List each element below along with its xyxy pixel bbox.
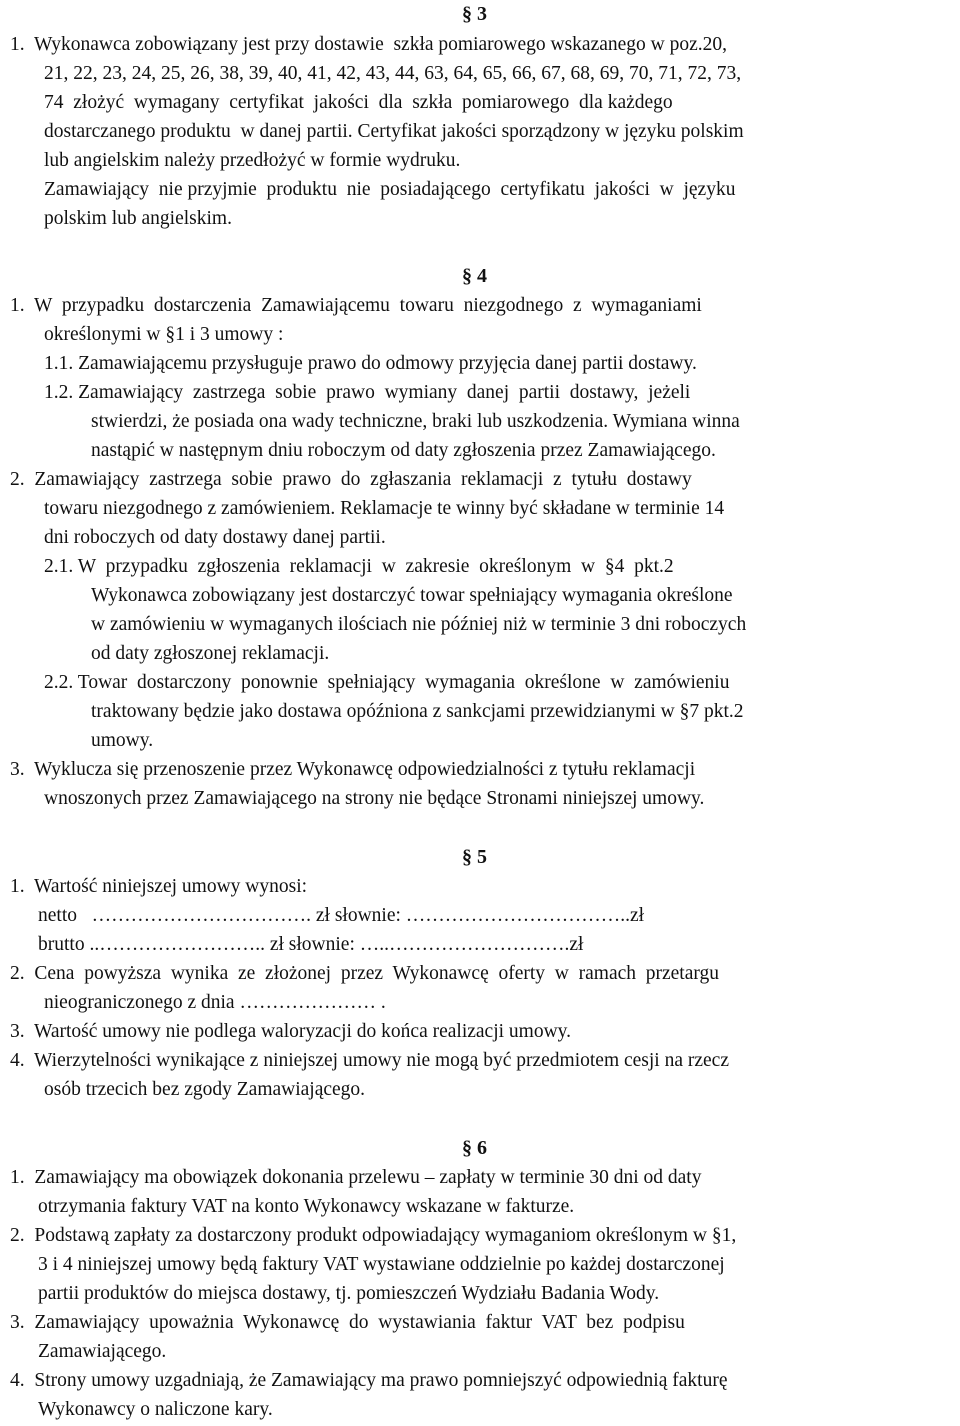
s5-line-1: 1. Wartość niniejszej umowy wynosi: [10,876,308,897]
s4-line-14: 2.2. Towar dostarczony ponownie spełniający wymagania określone w zamówieniu [44,672,730,693]
section-4-heading: § 4 [462,265,487,287]
s4-line-7: 2. Zamawiający zastrzega sobie prawo do zgłaszania reklamacji z tytułu dostawy [10,469,692,490]
s4-line-16: umowy. [91,730,154,751]
s6-line-3: 2. Podstawą zapłaty za dostarczony produkt odpowiadający wymaganiom określonym w §1, [10,1225,737,1246]
s4-line-9: dni roboczych od daty dostawy danej partii. [44,527,386,548]
s5-line-7: 4. Wierzytelności wynikające z niniejszej umowy nie mogą być przedmiotem cesji na rzecz [10,1050,729,1071]
s5-line-8: osób trzecich bez zgody Zamawiającego. [44,1079,366,1100]
s5-line-6: 3. Wartość umowy nie podlega waloryzacji do końca realizacji umowy. [10,1021,572,1042]
s6-line-7: Zamawiającego. [38,1341,167,1362]
s6-line-4: 3 i 4 niniejszej umowy będą faktury VAT wystawiane oddzielnie po każdej dostarczonej [38,1254,725,1275]
s3-line-6: Zamawiający nie przyjmie produktu nie posiadającego certyfikatu jakości w języku [44,179,736,200]
s4-line-1: 1. W przypadku dostarczenia Zamawiającemu towaru niezgodnego z wymaganiami [10,295,702,316]
s6-line-9: Wykonawcy o naliczone kary. [38,1399,273,1420]
s5-line-5: nieograniczonego z dnia ………………… . [44,992,386,1013]
s4-line-5: stwierdzi, że posiada ona wady techniczne, braki lub uszkodzenia. Wymiana winna [91,411,740,432]
s4-line-15: traktowany będzie jako dostawa opóźniona z sankcjami przewidzianymi w §7 pkt.2 [91,701,744,722]
s6-line-2: otrzymania faktury VAT na konto Wykonawcy wskazane w fakturze. [38,1196,575,1217]
s6-line-5: partii produktów do miejsca dostawy, tj. pomieszczeń Wydziału Badania Wody. [38,1283,660,1304]
s4-line-13: od daty zgłoszonej reklamacji. [91,643,330,664]
s6-line-6: 3. Zamawiający upoważnia Wykonawcę do wystawiania faktur VAT bez podpisu [10,1312,685,1333]
s3-line-5: lub angielskim należy przedłożyć w formie wydruku. [44,150,461,171]
s4-line-10: 2.1. W przypadku zgłoszenia reklamacji w zakresie określonym w §4 pkt.2 [44,556,674,577]
s4-line-17: 3. Wyklucza się przenoszenie przez Wykonawcę odpowiedzialności z tytułu reklamacji [10,759,696,780]
section-6-heading: § 6 [462,1137,487,1159]
s3-line-2: 21, 22, 23, 24, 25, 26, 38, 39, 40, 41, 42, 43, 44, 63, 64, 65, 66, 67, 68, 69, 70, 71, 72, 73, [44,63,742,84]
s4-line-18: wnoszonych przez Zamawiającego na strony nie będące Stronami niniejszej umowy. [44,788,705,809]
s4-line-3: 1.1. Zamawiającemu przysługuje prawo do odmowy przyjęcia danej partii dostawy. [44,353,697,374]
s4-line-6: nastąpić w następnym dniu roboczym od daty zgłoszenia przez Zamawiającego. [91,440,716,461]
section-5-heading: § 5 [462,846,487,868]
s6-line-1: 1. Zamawiający ma obowiązek dokonania przelewu – zapłaty w terminie 30 dni od daty [10,1167,702,1188]
s3-line-3: 74 złożyć wymagany certyfikat jakości dla szkła pomiarowego dla każdego [44,92,673,113]
s3-line-1: 1. Wykonawca zobowiązany jest przy dostawie szkła pomiarowego wskazanego w poz.20, [10,34,728,55]
s4-line-2: określonymi w §1 i 3 umowy : [44,324,284,345]
s5-line-4: 2. Cena powyższa wynika ze złożonej przez Wykonawcę oferty w ramach przetargu [10,963,720,984]
s3-line-7: polskim lub angielskim. [44,208,232,229]
s4-line-8: towaru niezgodnego z zamówieniem. Reklamacje te winny być składane w terminie 14 [44,498,725,519]
s6-line-8: 4. Strony umowy uzgadniają, że Zamawiający ma prawo pomniejszyć odpowiednią fakturę [10,1370,728,1391]
s4-line-12: w zamówieniu w wymaganych ilościach nie później niż w terminie 3 dni roboczych [91,614,747,635]
s4-line-11: Wykonawca zobowiązany jest dostarczyć towar spełniający wymagania określone [91,585,733,606]
s3-line-4: dostarczanego produktu w danej partii. Certyfikat jakości sporządzony w języku polskim [44,121,744,142]
s5-netto-line: netto ……………………………. zł słownie: ……………………………..zł [38,905,645,926]
section-3-heading: § 3 [462,3,487,25]
s4-line-4: 1.2. Zamawiający zastrzega sobie prawo wymiany danej partii dostawy, jeżeli [44,382,691,403]
s5-brutto-line: brutto ..…………………….. zł słownie: …..……………………….zł [38,934,584,955]
